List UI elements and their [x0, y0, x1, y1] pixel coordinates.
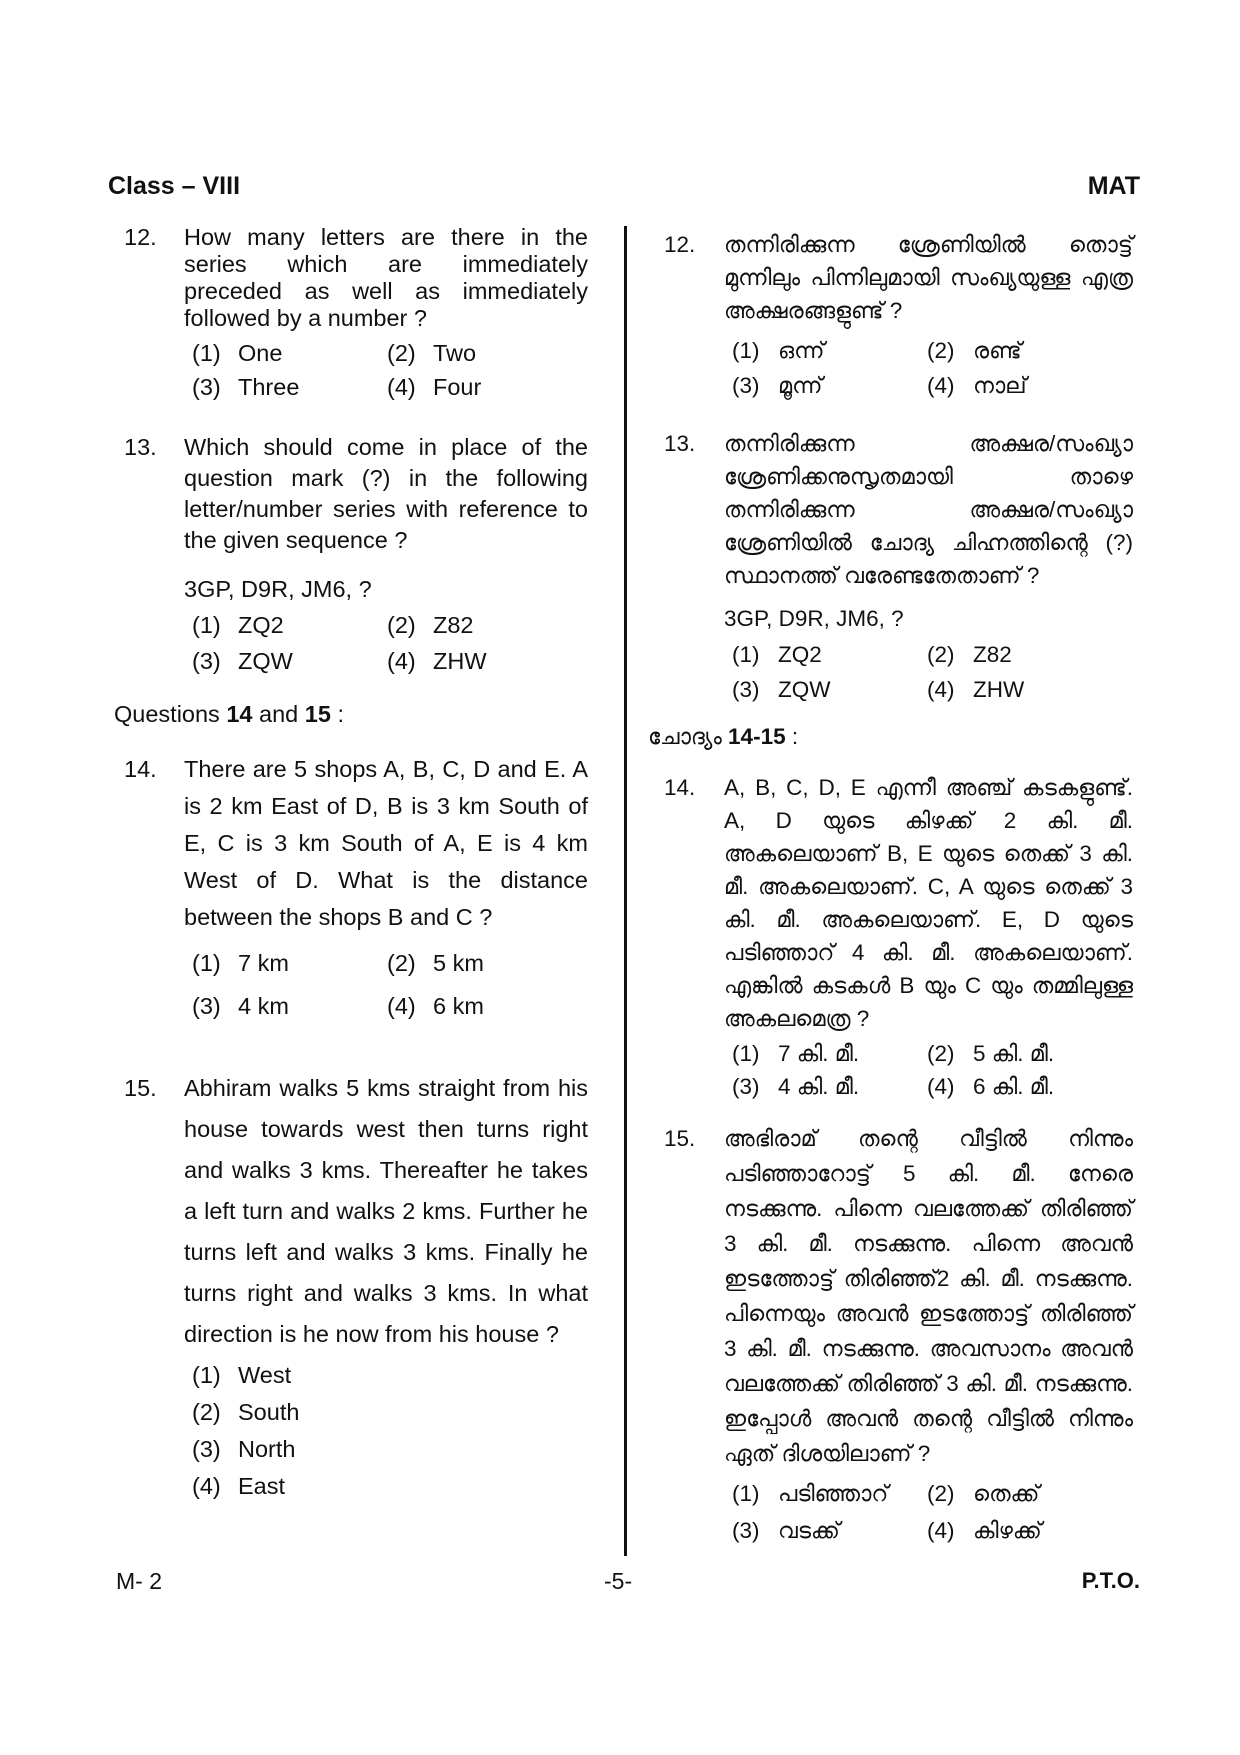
- question-number: 12.: [664, 232, 696, 257]
- option-4: (4) കിഴക്ക്: [927, 1518, 1042, 1543]
- question-15-en: [108, 1068, 588, 1505]
- options: [732, 637, 1133, 707]
- option-2: (2) South: [192, 1399, 300, 1425]
- subject-label: MAT: [1087, 172, 1140, 200]
- option-1: (1) 7 കി. മീ.: [732, 1041, 860, 1066]
- option-1: (1) 7 km: [192, 950, 289, 976]
- question-text: How many letters are there in the series which are immediately preceded as well as immediately followed by a number ?: [184, 224, 588, 331]
- question-14-ml: [648, 771, 1133, 1103]
- letter-series: 3GP, D9R, JM6, ?: [724, 606, 904, 631]
- class-label: Class – VIII: [108, 172, 241, 200]
- question-12-en: [108, 224, 588, 404]
- question-number: 15.: [664, 1126, 696, 1151]
- question-number: 14.: [124, 756, 157, 782]
- option-2: (2) രണ്ട്: [927, 338, 1022, 363]
- question-13-ml: [648, 427, 1133, 707]
- options: [192, 336, 588, 404]
- question-text: തന്നിരിക്കുന്ന ശ്രേണിയിൽ തൊട്ട് മുന്നിലും പിന്നിലുമായി സംഖ്യയുള്ള എത്ര അക്ഷരങ്ങളുണ്ട് ?: [724, 232, 1133, 323]
- question-12-ml: [648, 228, 1133, 403]
- question-number: 13.: [664, 431, 696, 456]
- option-2: (2) Z82: [927, 642, 1012, 667]
- questions-group-heading: Questions 14 and 15 :: [114, 701, 344, 727]
- option-1: (1) West: [192, 1362, 292, 1388]
- options: [192, 1357, 588, 1505]
- option-3: (3) മൂന്ന്: [732, 373, 823, 398]
- option-2: (2) Z82: [387, 612, 474, 638]
- question-text: There are 5 shops A, B, C, D and E. A is 2 km East of D, B is 3 km South of E, C is 3 km South of A, E is 4 km West of D. What is the distance between the shops B and C ?: [184, 756, 588, 930]
- option-3: (3) ZQW: [192, 648, 293, 674]
- letter-series: 3GP, D9R, JM6, ?: [184, 576, 372, 602]
- malayalam-column: [648, 228, 1133, 1549]
- option-3: (3) North: [192, 1436, 296, 1462]
- question-number: 13.: [124, 434, 157, 460]
- option-1: (1) ZQ2: [192, 612, 284, 638]
- option-2: (2) 5 km: [387, 950, 484, 976]
- option-3: (3) ZQW: [732, 677, 831, 702]
- option-4: (4) 6 കി. മീ.: [927, 1074, 1055, 1099]
- option-1: (1) One: [192, 340, 283, 366]
- option-1: (1) ZQ2: [732, 642, 822, 667]
- booklet-code: M- 2: [116, 1568, 162, 1594]
- option-4: (4) ZHW: [387, 648, 487, 674]
- question-text: തന്നിരിക്കുന്ന അക്ഷര/സംഖ്യാ ശ്രേണിക്കനുസൃതമായി താഴെ തന്നിരിക്കുന്ന അക്ഷര/സംഖ്യാ ശ്രേണിയിൽ ചോദ്യ ചിഹ്നത്തിന്റെ (?) സ്ഥാനത്ത് വരേണ്ടതേതാണ് ?: [724, 431, 1133, 588]
- questions-group-heading: ചോദ്യം 14-15 :: [648, 724, 799, 749]
- option-4: (4) Four: [387, 374, 482, 400]
- question-number: 14.: [664, 775, 696, 800]
- page-number: -5-: [604, 1568, 633, 1594]
- option-3: (3) 4 km: [192, 993, 289, 1019]
- option-3: (3) Three: [192, 374, 300, 400]
- question-text: A, B, C, D, E എന്നീ അഞ്ച് കടകളുണ്ട്. A, D യുടെ കിഴക്ക് 2 കി. മീ. അകലെയാണ് B, E യുടെ തെക്ക് 3 കി. മീ. അകലെയാണ്. C, A യുടെ തെക്ക് 3 കി. മീ. അകലെയാണ്. E, D യുടെ പടിഞ്ഞാറ് 4 കി. മീ. അകലെയാണ്. എങ്കിൽ കടകൾ B യും C യും തമ്മിലുള്ള അകലമെത്ര ?: [724, 775, 1133, 1031]
- column-divider: [624, 226, 627, 1556]
- options: [732, 333, 1133, 403]
- option-4: (4) 6 km: [387, 993, 484, 1019]
- question-number: 15.: [124, 1075, 157, 1101]
- options: [192, 607, 588, 679]
- question-text: അഭിരാമ് തന്റെ വീട്ടിൽ നിന്നും പടിഞ്ഞാറോട്ട് 5 കി. മീ. നേരെ നടക്കുന്നു. പിന്നെ വലത്തേക്ക് തിരിഞ്ഞ് 3 കി. മീ. നടക്കുന്നു. പിന്നെ അവൻ ഇടത്തോട്ട് തിരിഞ്ഞ്2 കി. മീ. നടക്കുന്നു. പിന്നെയും അവൻ ഇടത്തോട്ട് തിരിഞ്ഞ് 3 കി. മീ. നടക്കുന്നു. അവസാനം അവൻ വലത്തേക്ക് തിരിഞ്ഞ് 3 കി. മീ. നടക്കുന്നു. ഇപ്പോൾ അവൻ തന്റെ വീട്ടിൽ നിന്നും ഏത് ദിശയിലാണ് ?: [724, 1126, 1133, 1466]
- please-turn-over: P.T.O.: [1081, 1568, 1140, 1593]
- option-4: (4) ZHW: [927, 677, 1025, 702]
- option-4: (4) നാല്: [927, 373, 1027, 398]
- option-4: (4) East: [192, 1473, 286, 1499]
- option-2: (2) 5 കി. മീ.: [927, 1041, 1055, 1066]
- option-2: (2) തെക്ക്: [927, 1481, 1040, 1506]
- english-column: [108, 224, 588, 1505]
- question-13-en: [108, 432, 588, 679]
- question-14-en: [108, 751, 588, 1028]
- option-2: (2) Two: [387, 340, 477, 366]
- question-text: Which should come in place of the question mark (?) in the following letter/number series with reference to the given sequence ?: [184, 434, 588, 553]
- option-3: (3) 4 കി. മീ.: [732, 1074, 860, 1099]
- options: [732, 1037, 1133, 1103]
- option-1: (1) ഒന്ന്: [732, 338, 825, 363]
- option-3: (3) വടക്ക്: [732, 1518, 840, 1543]
- question-15-ml: [648, 1121, 1133, 1549]
- question-number: 12.: [124, 224, 157, 250]
- options: [192, 942, 588, 1028]
- options: [732, 1475, 1133, 1549]
- question-text: Abhiram walks 5 kms straight from his house towards west then turns right and walks 3 kms. Thereafter he takes a left turn and walks 2 kms. Further he turns left and walks 3 kms. Finally he turns right and walks 3 kms. In what direction is he now from his house ?: [184, 1075, 588, 1347]
- option-1: (1) പടിഞ്ഞാറ്: [732, 1481, 889, 1506]
